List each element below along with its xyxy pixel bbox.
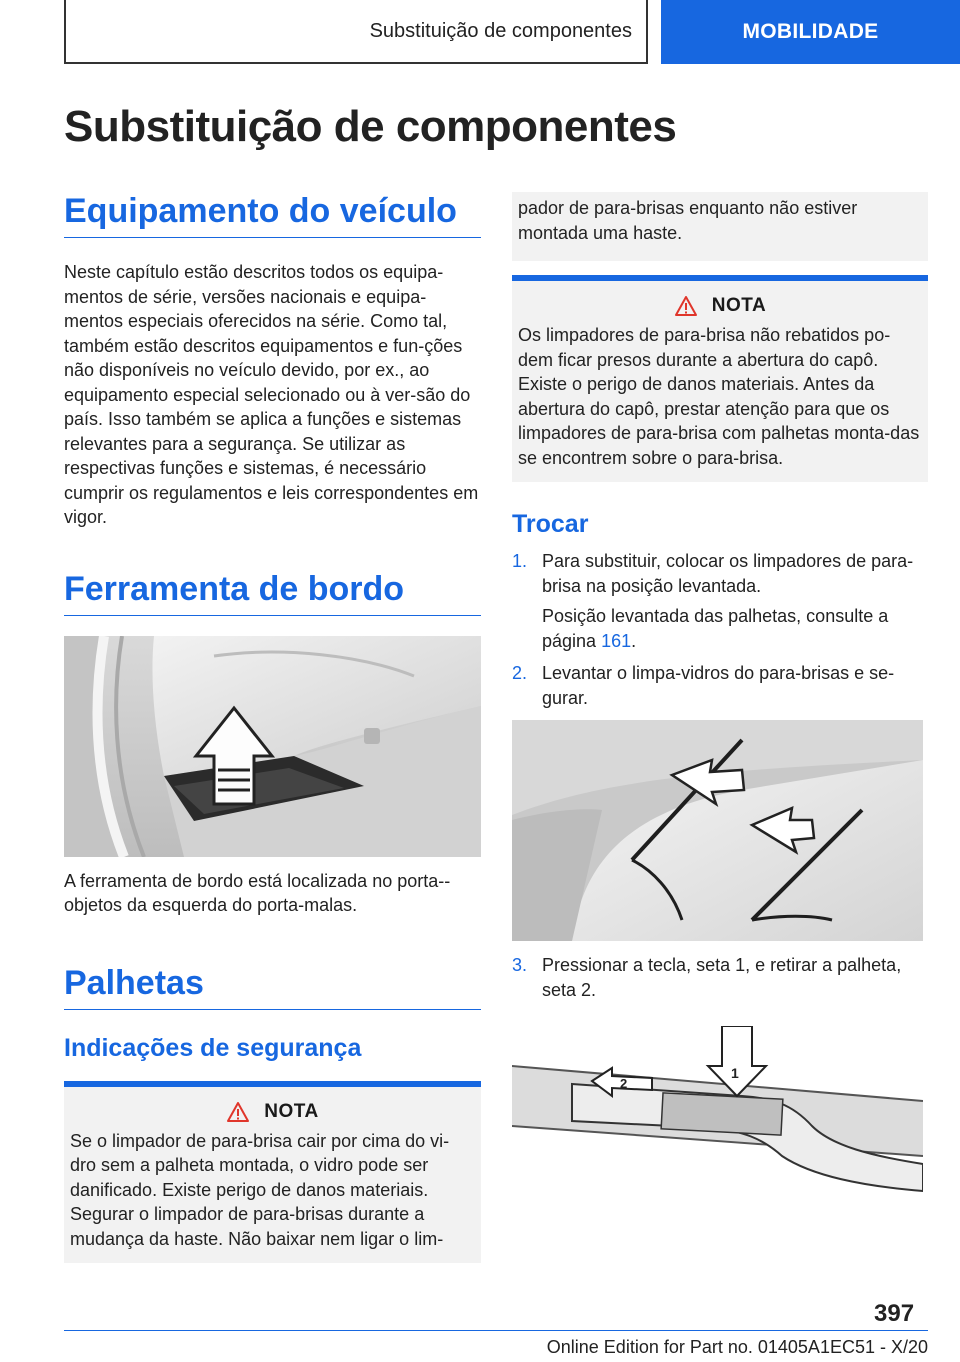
wiper-raise-image [512,720,923,941]
step-number: 2. [512,663,528,683]
footer-edition: Online Edition for Part no. 01405A1EC51 - X/20 [546,1337,928,1357]
note-text: Se o limpador de para-brisa cair por cima do vi-dro sem a palheta montada, o vidro pode ser danificado. Existe perigo de danos materiais. Segurar o limpador de para-brisas durante a mudança da haste. Não baixar nem ligar o lim- [70,1130,450,1249]
step-text: Levantar o limpa-vidros do para-brisas e se-gurar. [542,663,895,708]
replace-steps [512,549,928,710]
blade-removal-illustration [512,1026,923,1206]
note-header [518,295,922,317]
note-label: NOTA [711,295,767,316]
step-text: Para substituir, colocar os limpadores de para-brisa na posição levantada. [542,551,914,596]
heading-wiper-blades: Palhetas [64,964,481,1010]
toolkit-trunk-image [64,636,481,857]
heading-vehicle-equipment: Equipamento do veículo [64,192,481,238]
heading-onboard-toolkit: Ferramenta de bordo [64,570,481,616]
note-continuation-text: pador de para-brisas enquanto não estiver montada uma haste. [518,198,858,243]
step-subtext: Posição levantada das palhetas, consulte a página 161. [542,606,889,651]
left-column [64,192,481,1263]
right-column [512,192,928,1206]
page-number: 397 [874,1300,915,1327]
blade-removal-image [512,1026,923,1206]
running-header [64,0,648,64]
note-box-2 [512,275,928,482]
page-title: Substituição de componentes [64,102,677,151]
note-box-1-continuation [512,192,928,261]
footer-divider [64,1330,928,1331]
windshield-wipers-illustration [512,720,923,941]
note-box-1 [64,1081,481,1264]
arrow-1-label: 1 [731,1065,739,1081]
note-header [70,1101,475,1123]
heading-replace: Trocar [512,510,589,538]
arrow-2-label: 2 [620,1076,628,1091]
step-number: 1. [512,551,528,571]
step-text: Pressionar a tecla, seta 1, e retirar a palheta, seta 2. [542,955,902,1000]
warning-triangle-icon [226,1101,250,1123]
step-number: 3. [512,955,528,975]
trunk-illustration [64,636,481,857]
chapter-tab[interactable] [661,0,960,64]
running-header-title: Substituição de componentes [369,19,632,42]
chapter-tab-label: MOBILIDADE [742,20,879,43]
heading-safety-notes: Indicações de segurança [64,1033,362,1062]
step-3 [512,953,928,1002]
vehicle-equipment-text: Neste capítulo estão descritos todos os equipa-mentos de série, versões nacionais e equipa-mentos especiais oferecidos na série. Como tal, também estão descritos equipamentos e fun-ções não disponíveis no veículo devido, por ex., ao equipamento especial selecionado ou à ver-são do país. Isso também se aplica a funções e sistemas relevantes para a segurança. Se utilizar as respectivas funções e sistemas, é necessário cumprir os regulamentos e leis correspondentes em vigor. [64,262,479,527]
warning-triangle-icon [674,295,698,317]
note-label: NOTA [264,1100,319,1122]
toolkit-caption: A ferramenta de bordo está localizada no porta--objetos da esquerda do porta-malas. [64,870,451,915]
step-1 [512,549,928,653]
page-link-161[interactable]: 161 [601,630,632,651]
note-text: Os limpadores de para-brisa não rebatidos po-dem ficar presos durante a abertura do capô. Existe o perigo de danos materiais. Antes da abertura do capô, prestar atenção para que os limpadores de para-brisa com palhetas monta-das se encontrem sobre o para-brisa. [518,325,920,468]
step-2 [512,661,928,710]
